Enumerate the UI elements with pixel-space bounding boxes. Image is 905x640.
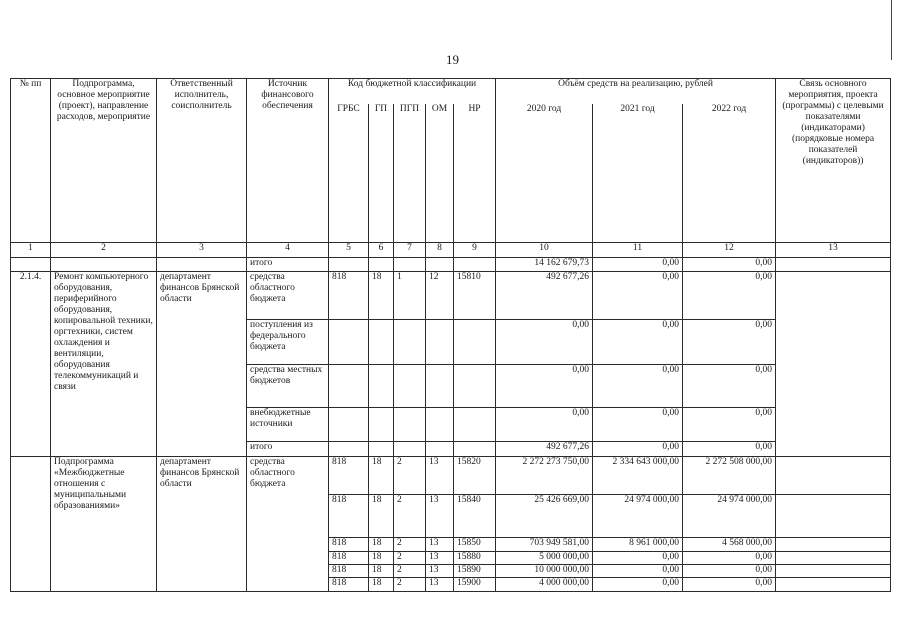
code-gp: 18: [369, 565, 394, 578]
amount-2021: 0,00: [593, 272, 683, 320]
header-year-2021: 2021 год: [593, 104, 683, 243]
code-gp: 18: [369, 272, 394, 320]
code-pgp: 2: [394, 578, 426, 592]
code-grbs: 818: [329, 272, 369, 320]
col-number: 6: [369, 243, 394, 258]
code-pgp: 2: [394, 538, 426, 552]
code-nr: 15890: [454, 565, 496, 578]
amount-2020: 4 000 000,00: [496, 578, 593, 592]
code-grbs: 818: [329, 538, 369, 552]
amount-2022: 2 272 508 000,00: [683, 457, 776, 495]
col-number: 8: [426, 243, 454, 258]
header-executor: Ответственный исполнитель, соисполнитель: [157, 79, 247, 243]
amount-2020: 2 272 273 750,00: [496, 457, 593, 495]
header-source: Источник финансового обеспечения: [247, 79, 329, 243]
code-nr: 15820: [454, 457, 496, 495]
amount-2022: 0,00: [683, 320, 776, 365]
executor-cell: департамент финансов Брянской области: [157, 272, 247, 457]
header-year-2022: 2022 год: [683, 104, 776, 243]
amount-2021: 0,00: [593, 442, 683, 457]
col-number: 7: [394, 243, 426, 258]
amount-2022: 0,00: [683, 565, 776, 578]
col-number: 3: [157, 243, 247, 258]
code-nr: 15810: [454, 272, 496, 320]
amount-2020: 5 000 000,00: [496, 552, 593, 565]
budget-table: [10, 78, 891, 592]
amount-2020: 703 949 581,00: [496, 538, 593, 552]
header-grbs: ГРБС: [329, 104, 369, 243]
code-gp: 18: [369, 538, 394, 552]
amount-2022: 24 974 000,00: [683, 495, 776, 538]
amount-2022: 0,00: [683, 258, 776, 272]
code-gp: 18: [369, 457, 394, 495]
code-gp: 18: [369, 552, 394, 565]
source-cell: поступления из федерального бюджета: [247, 320, 329, 365]
amount-2022: 4 568 000,00: [683, 538, 776, 552]
col-number: 10: [496, 243, 593, 258]
table-row: [11, 272, 891, 320]
amount-2021: 0,00: [593, 258, 683, 272]
code-gp: 18: [369, 495, 394, 538]
code-om: 13: [426, 495, 454, 538]
header-link: Связь основного мероприятия, проекта (программы) с целевыми показателями (индикаторами) (порядковые номера показателей (индикаторов)): [776, 79, 891, 243]
amount-2022: 0,00: [683, 408, 776, 442]
code-pgp: 1: [394, 272, 426, 320]
amount-2021: 0,00: [593, 565, 683, 578]
code-om: 12: [426, 272, 454, 320]
amount-2020: 14 162 679,73: [496, 258, 593, 272]
col-number: 4: [247, 243, 329, 258]
source-cell: внебюджетные источники: [247, 408, 329, 442]
col-number: 12: [683, 243, 776, 258]
source-cell: средства областного бюджета: [247, 457, 329, 592]
amount-2020: 0,00: [496, 320, 593, 365]
source-cell: средства местных бюджетов: [247, 365, 329, 408]
amount-2020: 492 677,26: [496, 442, 593, 457]
code-nr: 15850: [454, 538, 496, 552]
header-volume: Объём средств на реализацию, рублей: [496, 79, 776, 104]
amount-2022: 0,00: [683, 578, 776, 592]
source-cell: итого: [247, 258, 329, 272]
code-grbs: 818: [329, 578, 369, 592]
col-number: 1: [11, 243, 51, 258]
code-gp: 18: [369, 578, 394, 592]
amount-2022: 0,00: [683, 365, 776, 408]
source-cell: средства областного бюджета: [247, 272, 329, 320]
code-om: 13: [426, 538, 454, 552]
subprogram-name: Подпрограмма «Межбюджетные отношения с муниципальными образованиями»: [51, 457, 157, 592]
code-grbs: 818: [329, 552, 369, 565]
executor-cell: департамент финансов Брянской области: [157, 457, 247, 592]
amount-2020: 25 426 669,00: [496, 495, 593, 538]
page-number: 19: [446, 52, 459, 67]
code-pgp: 2: [394, 457, 426, 495]
amount-2022: 0,00: [683, 442, 776, 457]
source-cell: итого: [247, 442, 329, 457]
amount-2021: 2 334 643 000,00: [593, 457, 683, 495]
code-pgp: 2: [394, 565, 426, 578]
measure-name: Ремонт компьютерного оборудования, периферийного оборудования, копировальной техники, оргтехники, систем охлаждения и вентиляции, оборудования телекоммуникаций и связи: [51, 272, 157, 457]
header-pgp: ПГП: [394, 104, 426, 243]
amount-2021: 0,00: [593, 320, 683, 365]
header-budget-code: Код бюджетной классификации: [329, 79, 496, 104]
amount-2021: 0,00: [593, 578, 683, 592]
code-om: 13: [426, 578, 454, 592]
header-subprogram: Подпрограмма, основное мероприятие (проект), направление расходов, мероприятие: [51, 79, 157, 243]
col-number: 2: [51, 243, 157, 258]
header-year-2020: 2020 год: [496, 104, 593, 243]
col-number: 5: [329, 243, 369, 258]
amount-2022: 0,00: [683, 272, 776, 320]
header-om: ОМ: [426, 104, 454, 243]
code-om: 13: [426, 457, 454, 495]
amount-2021: 0,00: [593, 365, 683, 408]
row-number: 2.1.4.: [11, 272, 51, 457]
amount-2021: 0,00: [593, 408, 683, 442]
amount-2022: 0,00: [683, 552, 776, 565]
header-no: № пп: [11, 79, 51, 243]
amount-2020: 492 677,26: [496, 272, 593, 320]
col-number: 9: [454, 243, 496, 258]
code-nr: 15840: [454, 495, 496, 538]
header-gp: ГП: [369, 104, 394, 243]
code-pgp: 2: [394, 552, 426, 565]
code-grbs: 818: [329, 457, 369, 495]
code-om: 13: [426, 552, 454, 565]
amount-2020: 0,00: [496, 365, 593, 408]
table-row: [11, 258, 891, 272]
amount-2021: 24 974 000,00: [593, 495, 683, 538]
col-number: 13: [776, 243, 891, 258]
table-row: [11, 457, 891, 495]
header-nr: НР: [454, 104, 496, 243]
amount-2021: 0,00: [593, 552, 683, 565]
scan-edge-line: [891, 0, 892, 60]
amount-2020: 0,00: [496, 408, 593, 442]
code-grbs: 818: [329, 565, 369, 578]
code-pgp: 2: [394, 495, 426, 538]
code-grbs: 818: [329, 495, 369, 538]
code-nr: 15880: [454, 552, 496, 565]
amount-2020: 10 000 000,00: [496, 565, 593, 578]
code-om: 13: [426, 565, 454, 578]
col-number: 11: [593, 243, 683, 258]
code-nr: 15900: [454, 578, 496, 592]
amount-2021: 8 961 000,00: [593, 538, 683, 552]
